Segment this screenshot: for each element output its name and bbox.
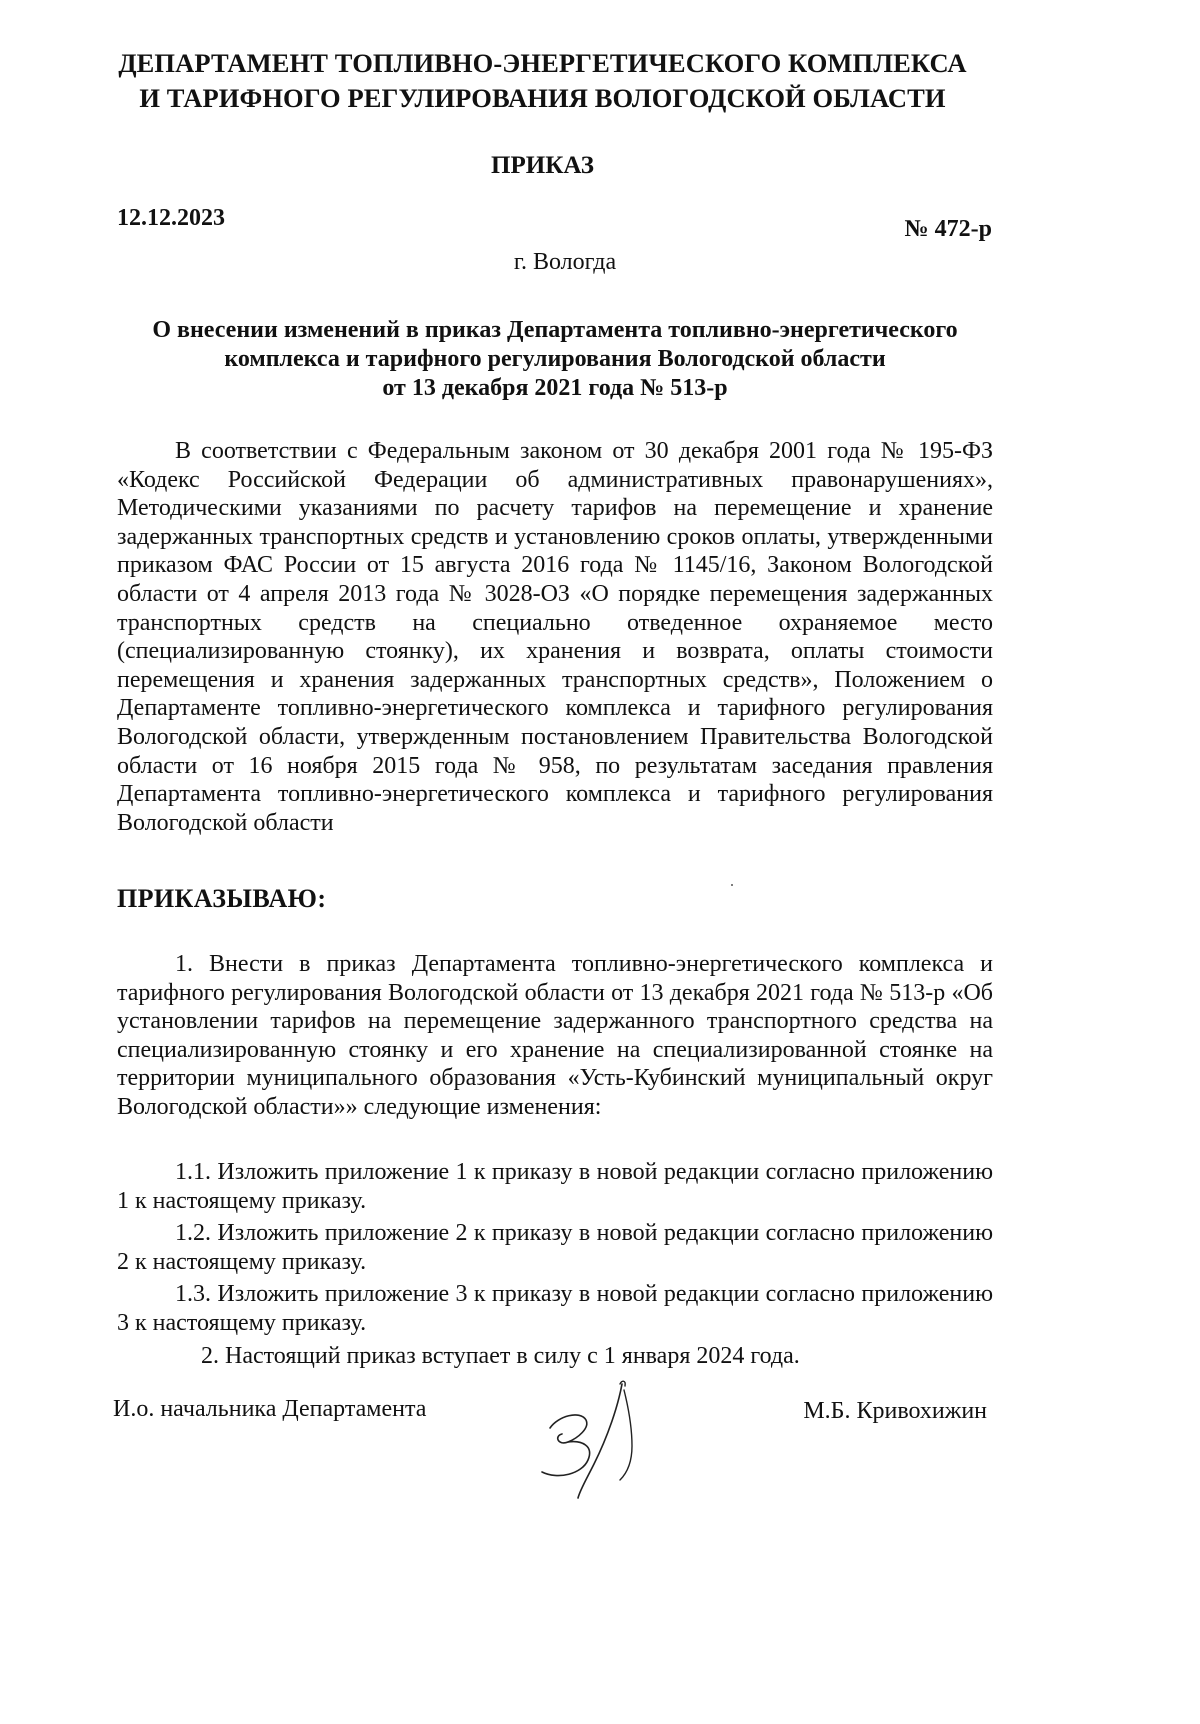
order-item-1-1: 1.1. Изложить приложение 1 к приказу в новой редакции согласно приложению 1 к настоящему приказу. bbox=[117, 1159, 993, 1214]
preamble-paragraph: В соответствии с Федеральным законом от 30 декабря 2001 года № 195-ФЗ «Кодекс Российской Федерации об административных правонарушениях», Методическими указаниями по расчету тарифов на перемещение и хранение задержанных транспортных средств и установлению сроков оплаты, утвержденными приказом ФАС России от 15 августа 2016 года № 1145/16, Законом Вологодской области от 4 апреля 2013 года № 3028-ОЗ «О порядке перемещения задержанных транспортных средств на специально отведенное охраняемое место (специализированную стоянку), их хранения и возврата, оплаты стоимости перемещения и хранения задержанных транспортных средств», Положением о Департаменте топливно-энергетического комплекса и тарифного регулирования Вологодской области, утвержденным постановлением Правительства Вологодской области от 16 ноября 2015 года № 958, по результатам заседания правления Департамента топливно-энергетического комплекса и тарифного регулирования Вологодской области bbox=[117, 438, 993, 836]
document-date: 12.12.2023 bbox=[117, 205, 225, 231]
order-item-1: 1. Внести в приказ Департамента топливно-энергетического комплекса и тарифного регулирования Вологодской области от 13 декабря 2021 года № 513-р «Об установлении тарифов на перемещение задержанного транспортного средства на специализированную стоянку и его хранение на специализированной стоянке на территории муниципального образования «Усть-Кубинский муниципальный округ Вологодской области»» следующие изменения: bbox=[117, 951, 993, 1120]
signer-name: М.Б. Кривохижин bbox=[803, 1398, 987, 1424]
subject-line-2: комплекса и тарифного регулирования Вологодской области bbox=[224, 346, 886, 372]
organization-name-line-1: ДЕПАРТАМЕНТ ТОПЛИВНО-ЭНЕРГЕТИЧЕСКОГО КОМПЛЕКСА bbox=[118, 48, 967, 78]
organization-name-line-2: И ТАРИФНОГО РЕГУЛИРОВАНИЯ ВОЛОГОДСКОЙ ОБЛАСТИ bbox=[139, 83, 946, 113]
signer-position: И.о. начальника Департамента bbox=[113, 1396, 427, 1422]
organization-name bbox=[60, 46, 1025, 116]
handwritten-signature bbox=[528, 1376, 668, 1506]
scan-speck bbox=[731, 884, 733, 886]
resolution-heading: ПРИКАЗЫВАЮ: bbox=[117, 884, 327, 913]
subject-line-3: от 13 декабря 2021 года № 513-р bbox=[382, 375, 728, 401]
order-item-1-3: 1.3. Изложить приложение 3 к приказу в новой редакции согласно приложению 3 к настоящему приказу. bbox=[117, 1281, 993, 1336]
document-number: № 472-р bbox=[904, 216, 992, 242]
document-subject bbox=[110, 316, 1000, 403]
order-item-1-2: 1.2. Изложить приложение 2 к приказу в новой редакции согласно приложению 2 к настоящему приказу. bbox=[117, 1220, 993, 1275]
order-item-2: 2. Настоящий приказ вступает в силу с 1 января 2024 года. bbox=[201, 1343, 800, 1369]
document-type: ПРИКАЗ bbox=[491, 152, 594, 179]
document-city: г. Вологда bbox=[513, 249, 617, 275]
subject-line-1: О внесении изменений в приказ Департамента топливно-энергетического bbox=[152, 317, 958, 343]
